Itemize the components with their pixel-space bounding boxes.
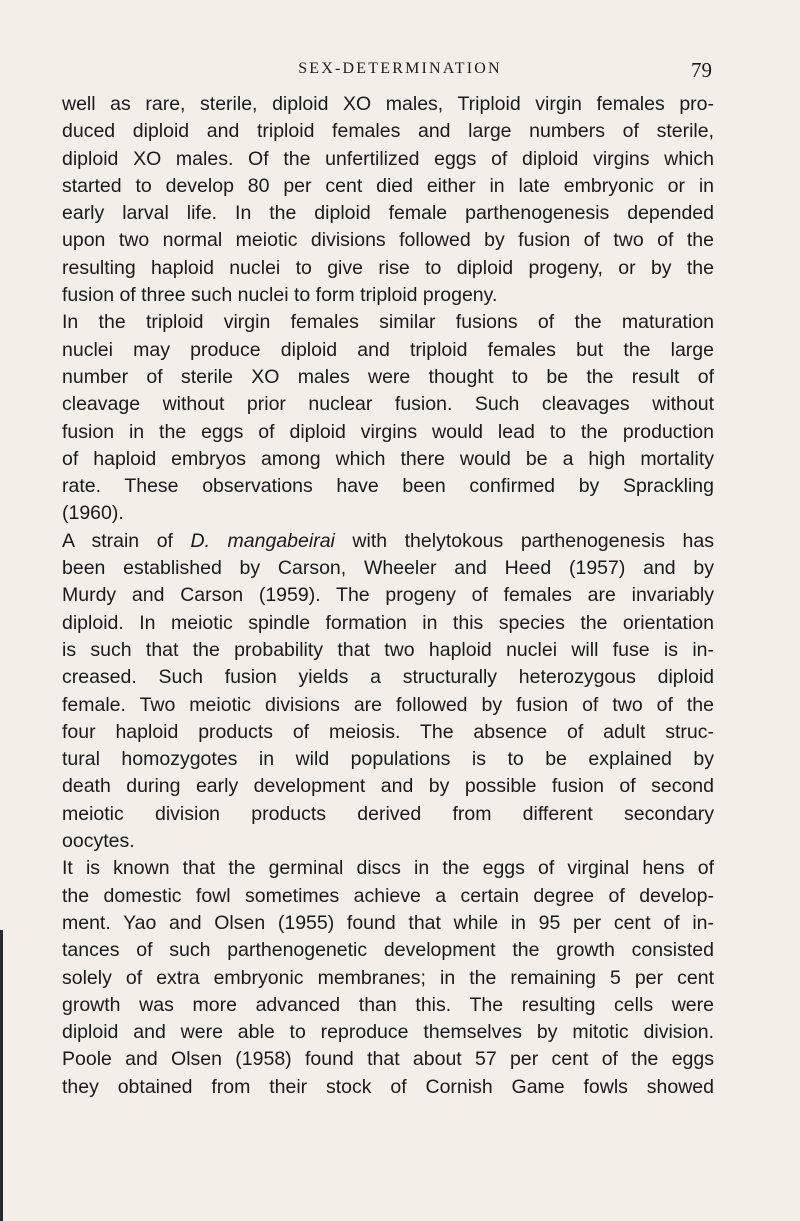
text-line: diploid and were able to reproduce themselves by mitotic division. (62, 1021, 714, 1044)
text-line: (1960). (62, 502, 124, 525)
text-line: is such that the probability that two haploid nuclei will fuse is in- (62, 638, 714, 661)
page-number: 79 (691, 58, 712, 82)
text-line: In the triploid virgin females similar fusions of the maturation (62, 311, 714, 334)
text-line: fusion of three such nuclei to form triploid progeny. (62, 284, 498, 307)
text-line: duced diploid and triploid females and large numbers of sterile, (62, 120, 714, 143)
paragraph (62, 855, 714, 1101)
text-line: fusion in the eggs of diploid virgins would lead to the production (62, 420, 714, 443)
page-edge-shadow (0, 930, 3, 1221)
text-fragment: A strain of (62, 529, 191, 552)
text-line: oocytes. (62, 830, 135, 853)
text-line: female. Two meiotic divisions are followed by fusion of two of the (62, 693, 714, 716)
text-fragment: with thelytokous parthenogenesis has (334, 529, 714, 552)
body-text (62, 91, 714, 1101)
text-line (62, 528, 714, 555)
species-name: D. mangabeirai (190, 529, 335, 552)
text-line: four haploid products of meiosis. The absence of adult struc- (62, 720, 714, 743)
text-line: Murdy and Carson (1959). The progeny of females are invariably (62, 584, 714, 607)
text-line: growth was more advanced than this. The resulting cells were (62, 993, 714, 1016)
text-line: creased. Such fusion yields a structurally heterozygous diploid (62, 666, 714, 689)
text-line: Poole and Olsen (1958) found that about 57 per cent of the eggs (62, 1048, 714, 1071)
text-line: upon two normal meiotic divisions followed by fusion of two of the (62, 229, 714, 252)
text-line: early larval life. In the diploid female parthenogenesis depended (62, 202, 714, 225)
text-line: been established by Carson, Wheeler and Heed (1957) and by (62, 557, 714, 580)
paragraph (62, 309, 714, 527)
text-line: resulting haploid nuclei to give rise to diploid progeny, or by the (62, 256, 714, 279)
text-line: nuclei may produce diploid and triploid females but the large (62, 338, 714, 361)
text-line: started to develop 80 per cent died either in late embryonic or in (62, 174, 714, 197)
paragraph (62, 91, 714, 309)
text-line: tances of such parthenogenetic development the growth consisted (62, 939, 714, 962)
running-title: SEX-DETERMINATION (298, 60, 502, 77)
text-line: rate. These observations have been confirmed by Sprackling (62, 475, 714, 498)
text-line: diploid. In meiotic spindle formation in this species the orientation (62, 611, 714, 634)
text-line: well as rare, sterile, diploid XO males, Triploid virgin females pro- (62, 93, 714, 115)
text-line: tural homozygotes in wild populations is to be explained by (62, 748, 714, 771)
text-line: solely of extra embryonic membranes; in the remaining 5 per cent (62, 966, 714, 989)
text-line: It is known that the germinal discs in the eggs of virginal hens of (62, 857, 714, 880)
text-line: death during early development and by possible fusion of second (62, 775, 714, 798)
text-line: they obtained from their stock of Cornish Game fowls showed (62, 1075, 714, 1098)
text-line: of haploid embryos among which there would be a high mortality (62, 447, 714, 470)
running-head (0, 58, 800, 84)
text-line: meiotic division products derived from different secondary (62, 802, 714, 825)
text-line: diploid XO males. Of the unfertilized eggs of diploid virgins which (62, 147, 714, 170)
text-line: the domestic fowl sometimes achieve a certain degree of develop- (62, 884, 714, 907)
paragraph (62, 528, 714, 856)
text-line: number of sterile XO males were thought to be the result of (62, 365, 714, 388)
text-line: ment. Yao and Olsen (1955) found that while in 95 per cent of in- (62, 911, 714, 934)
text-line: cleavage without prior nuclear fusion. Such cleavages without (62, 393, 714, 416)
